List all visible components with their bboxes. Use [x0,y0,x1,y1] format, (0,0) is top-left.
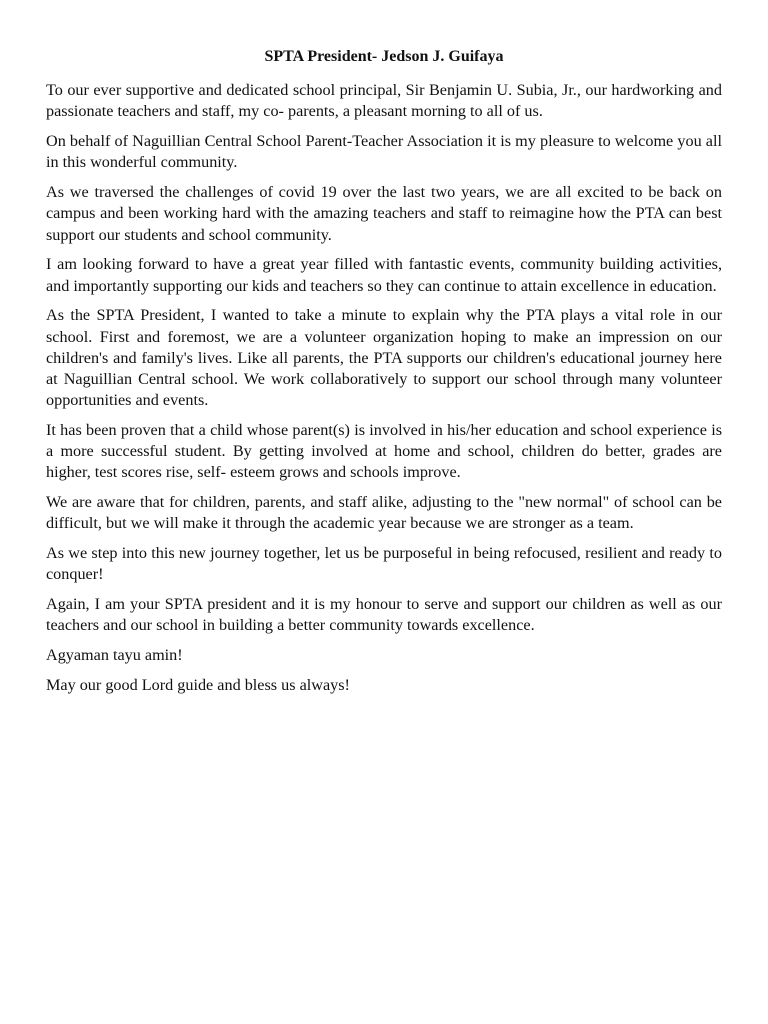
paragraph-looking-forward: I am looking forward to have a great year filled with fantastic events, community building activities, and importantly supporting our kids and teachers so they can continue to attain excellence in education. [46,255,722,295]
paragraph-greeting: To our ever supportive and dedicated school principal, Sir Benjamin U. Subia, Jr., our hardworking and passionate teachers and staff, my co- parents, a pleasant morning to all of us. [46,81,722,121]
paragraph-blessing: May our good Lord guide and bless us always! [46,676,350,695]
document-title: SPTA President- Jedson J. Guifaya [264,48,504,65]
paragraph-journey: As we step into this new journey together, let us be purposeful in being refocused, resilient and ready to conquer! [46,544,722,584]
paragraph-pta-role: As the SPTA President, I wanted to take a minute to explain why the PTA plays a vital role in our school. First and foremost, we are a volunteer organization hoping to make an impression on our children's and family's lives. Like all parents, the PTA supports our children's educational journey here at Naguillian Central school. We work collaboratively to support our school through many volunteer opportunities and events. [46,306,722,410]
paragraph-welcome: On behalf of Naguillian Central School Parent-Teacher Association it is my pleasure to welcome you all in this wonderful community. [46,132,722,172]
paragraph-agyaman: Agyaman tayu amin! [46,646,183,665]
paragraph-covid: As we traversed the challenges of covid 19 over the last two years, we are all excited to be back on campus and been working hard with the amazing teachers and staff to reimagine how the PTA can best support our students and school community. [46,183,722,244]
paragraph-honour: Again, I am your SPTA president and it is my honour to serve and support our children as well as our teachers and our school in building a better community towards excellence. [46,595,722,635]
paragraph-involvement: It has been proven that a child whose parent(s) is involved in his/her education and school experience is a more successful student. By getting involved at home and school, children do better, grades are higher, test scores rise, self- esteem grows and schools improve. [46,421,722,482]
paragraph-new-normal: We are aware that for children, parents, and staff alike, adjusting to the "new normal" of school can be difficult, but we will make it through the academic year because we are stronger as a team. [46,493,722,533]
document-page [46,46,722,705]
